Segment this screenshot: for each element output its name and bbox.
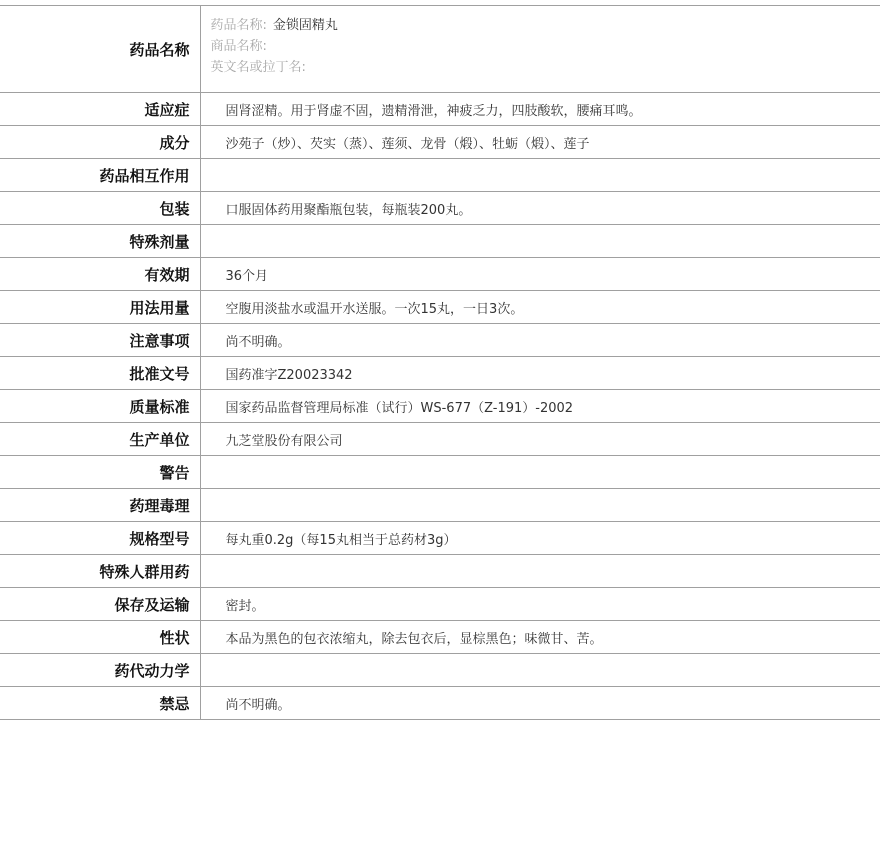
spec-row-label: 药代动力学: [0, 654, 200, 687]
spec-row: [0, 93, 880, 126]
spec-row-label: 用法用量: [0, 291, 200, 324]
spec-row: [0, 324, 880, 357]
trade-name-line: [211, 36, 880, 57]
spec-row: [0, 291, 880, 324]
spec-row-label: 药品相互作用: [0, 159, 200, 192]
spec-row-value: 空腹用淡盐水或温开水送服。一次15丸，一日3次。: [200, 291, 880, 324]
spec-row: [0, 159, 880, 192]
spec-row-value: 每丸重0.2g（每15丸相当于总药材3g）: [200, 522, 880, 555]
spec-row: [0, 588, 880, 621]
spec-row: [0, 357, 880, 390]
spec-row-label: 批准文号: [0, 357, 200, 390]
spec-row-label: 适应症: [0, 93, 200, 126]
spec-row-value: 国家药品监督管理局标准（试行）WS-677（Z-191）-2002: [200, 390, 880, 423]
spec-row: [0, 225, 880, 258]
spec-row: [0, 489, 880, 522]
spec-row-label: 质量标准: [0, 390, 200, 423]
spec-row-label: 规格型号: [0, 522, 200, 555]
spec-row-value: 尚不明确。: [200, 324, 880, 357]
english-name-line: [211, 57, 880, 78]
spec-row-value: [200, 489, 880, 522]
spec-row: [0, 456, 880, 489]
spec-row-label: 特殊人群用药: [0, 555, 200, 588]
spec-row: [0, 654, 880, 687]
english-name-caption: 英文名或拉丁名:: [210, 60, 306, 75]
drug-name-details: [200, 6, 880, 93]
spec-row-label: 生产单位: [0, 423, 200, 456]
drug-spec-table-body: [0, 6, 880, 720]
spec-row-value: 九芝堂股份有限公司: [200, 423, 880, 456]
spec-row-value: 密封。: [200, 588, 880, 621]
generic-name-value: 金锁固精丸: [272, 18, 338, 33]
spec-row-value: 36个月: [200, 258, 880, 291]
spec-row-value: 固肾涩精。用于肾虚不固，遗精滑泄，神疲乏力，四肢酸软，腰痛耳鸣。: [200, 93, 880, 126]
spec-row-label: 特殊剂量: [0, 225, 200, 258]
spec-row: [0, 390, 880, 423]
spec-row: [0, 423, 880, 456]
spec-row-value: 口服固体药用聚酯瓶包装，每瓶装200丸。: [200, 192, 880, 225]
spec-row-value: 国药准字Z20023342: [200, 357, 880, 390]
drug-name-row: [0, 6, 880, 93]
spec-row-value: [200, 555, 880, 588]
spec-row: [0, 258, 880, 291]
spec-row-label: 保存及运输: [0, 588, 200, 621]
spec-row-value: [200, 159, 880, 192]
spec-row: [0, 621, 880, 654]
spec-row-value: 尚不明确。: [200, 687, 880, 720]
generic-name-line: [211, 15, 880, 36]
spec-row: [0, 555, 880, 588]
spec-row-label: 警告: [0, 456, 200, 489]
spec-row: [0, 522, 880, 555]
spec-row-label: 包装: [0, 192, 200, 225]
drug-name-label: 药品名称: [0, 6, 200, 93]
spec-row-value: 本品为黑色的包衣浓缩丸，除去包衣后，显棕黑色；味微甘、苦。: [200, 621, 880, 654]
trade-name-caption: 商品名称:: [210, 39, 267, 54]
spec-row-value: [200, 456, 880, 489]
spec-row-label: 注意事项: [0, 324, 200, 357]
spec-row-value: 沙苑子（炒）、芡实（蒸）、莲须、龙骨（煅）、牡蛎（煅）、莲子: [200, 126, 880, 159]
spec-row-label: 禁忌: [0, 687, 200, 720]
spec-row-label: 性状: [0, 621, 200, 654]
spec-row-label: 有效期: [0, 258, 200, 291]
generic-name-caption: 药品名称:: [210, 18, 267, 33]
spec-row-label: 药理毒理: [0, 489, 200, 522]
spec-row-value: [200, 654, 880, 687]
spec-row: [0, 192, 880, 225]
drug-spec-table: [0, 5, 880, 720]
spec-row: [0, 687, 880, 720]
spec-row: [0, 126, 880, 159]
spec-row-label: 成分: [0, 126, 200, 159]
spec-row-value: [200, 225, 880, 258]
